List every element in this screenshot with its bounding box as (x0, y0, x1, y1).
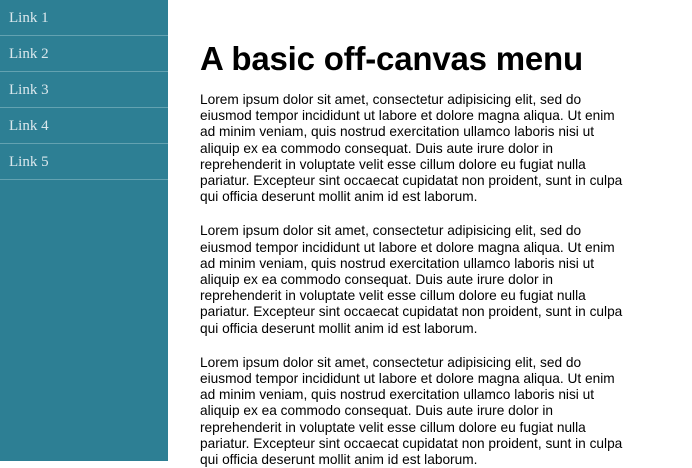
paragraph-1: Lorem ipsum dolor sit amet, consectetur adipisicing elit, sed do eiusmod tempor incididunt ut labore et dolore magna aliqua. Ut enim ad minim veniam, quis nostrud exercitation ullamco laboris nisi ut aliquip ex ea commodo consequat. Duis aute irure dolor in reprehenderit in voluptate velit esse cillum dolore eu fugiat nulla pariatur. Excepteur sint occaecat cupidatat non proident, sunt in culpa qui officia deserunt mollit anim id est laborum. (200, 92, 623, 205)
sidebar-item-link-3[interactable] (0, 72, 168, 108)
body-copy (200, 92, 628, 468)
sidebar-link-2[interactable]: Link 2 (9, 46, 49, 62)
sidebar-link-3[interactable]: Link 3 (9, 82, 49, 98)
page-title: A basic off-canvas menu (200, 40, 583, 77)
sidebar-item-link-4[interactable] (0, 108, 168, 144)
sidebar-item-link-1[interactable] (0, 0, 168, 36)
sidebar-link-5[interactable]: Link 5 (9, 154, 49, 170)
sidebar-item-link-5[interactable] (0, 144, 168, 180)
sidebar-nav-list (0, 0, 168, 180)
sidebar-link-4[interactable]: Link 4 (9, 118, 49, 134)
off-canvas-sidebar (0, 0, 168, 461)
paragraph-2: Lorem ipsum dolor sit amet, consectetur adipisicing elit, sed do eiusmod tempor incididunt ut labore et dolore magna aliqua. Ut enim ad minim veniam, quis nostrud exercitation ullamco laboris nisi ut aliquip ex ea commodo consequat. Duis aute irure dolor in reprehenderit in voluptate velit esse cillum dolore eu fugiat nulla pariatur. Excepteur sint occaecat cupidatat non proident, sunt in culpa qui officia deserunt mollit anim id est laborum. (200, 223, 623, 336)
paragraph-3: Lorem ipsum dolor sit amet, consectetur adipisicing elit, sed do eiusmod tempor incididunt ut labore et dolore magna aliqua. Ut enim ad minim veniam, quis nostrud exercitation ullamco laboris nisi ut aliquip ex ea commodo consequat. Duis aute irure dolor in reprehenderit in voluptate velit esse cillum dolore eu fugiat nulla pariatur. Excepteur sint occaecat cupidatat non proident, sunt in culpa qui officia deserunt mollit anim id est laborum. (200, 354, 623, 468)
sidebar-item-link-2[interactable] (0, 36, 168, 72)
sidebar-link-1[interactable]: Link 1 (9, 10, 49, 26)
